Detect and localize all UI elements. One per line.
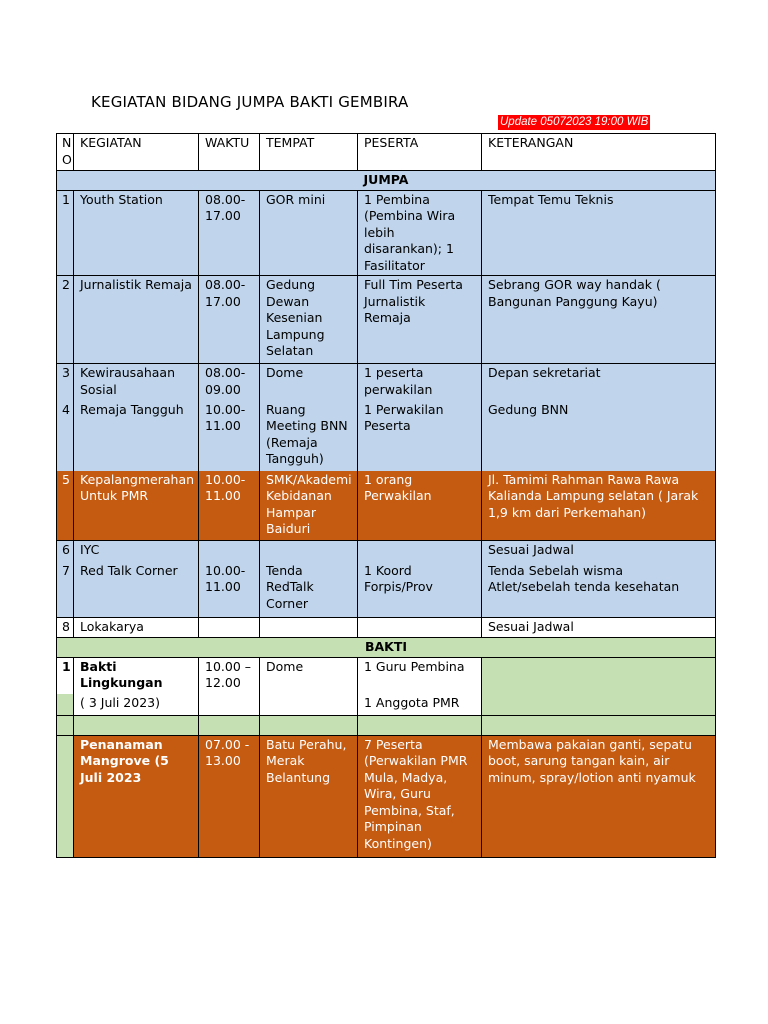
row-peserta bbox=[358, 541, 482, 562]
table-row bbox=[57, 190, 716, 276]
row-peserta: 1 peserta perwakilan bbox=[358, 364, 482, 401]
table-row bbox=[57, 364, 716, 401]
row-peserta: 1 Pembina (Pembina Wira lebih disarankan); 1 Fasilitator bbox=[358, 190, 482, 276]
row-keterangan: Gedung BNN bbox=[482, 401, 716, 471]
row-keterangan: Sesuai Jadwal bbox=[482, 618, 716, 638]
table-row bbox=[57, 276, 716, 364]
row-no bbox=[57, 694, 74, 715]
row-keterangan: Jl. Tamimi Rahman Rawa Rawa Kalianda Lampung selatan ( Jarak 1,9 km dari Perkemahan) bbox=[482, 471, 716, 541]
row-peserta: 1 Koord Forpis/Prov bbox=[358, 562, 482, 618]
row-keterangan bbox=[482, 657, 716, 694]
row-no: 2 bbox=[57, 276, 74, 364]
row-peserta: 1 Guru Pembina bbox=[358, 657, 482, 694]
row-peserta: 1 orang Perwakilan bbox=[358, 471, 482, 541]
row-no: 5 bbox=[57, 471, 74, 541]
row-waktu: 10.00- 11.00 bbox=[199, 471, 260, 541]
row-peserta: Full Tim Peserta Jurnalistik Remaja bbox=[358, 276, 482, 364]
row-no: 7 bbox=[57, 562, 74, 618]
table-row bbox=[57, 401, 716, 471]
row-waktu: 08.00- 09.00 bbox=[199, 364, 260, 401]
row-kegiatan: Red Talk Corner bbox=[74, 562, 199, 618]
row-waktu: 08.00- 17.00 bbox=[199, 190, 260, 276]
header-keterangan: KETERANGAN bbox=[482, 134, 716, 171]
row-no: 3 bbox=[57, 364, 74, 401]
schedule-table bbox=[56, 133, 716, 858]
row-waktu: 10.00 – 12.00 bbox=[199, 657, 260, 694]
row-kegiatan: ( 3 Juli 2023) bbox=[74, 694, 199, 715]
header-kegiatan: KEGIATAN bbox=[74, 134, 199, 171]
row-kegiatan: Youth Station bbox=[74, 190, 199, 276]
row-keterangan bbox=[482, 694, 716, 715]
table-row bbox=[57, 694, 716, 715]
row-no bbox=[57, 735, 74, 857]
row-tempat: Batu Perahu, Merak Belantung bbox=[260, 735, 358, 857]
table-row bbox=[57, 471, 716, 541]
header-tempat: TEMPAT bbox=[260, 134, 358, 171]
row-waktu: 10.00- 11.00 bbox=[199, 401, 260, 471]
header-waktu: WAKTU bbox=[199, 134, 260, 171]
row-kegiatan: IYC bbox=[74, 541, 199, 562]
row-tempat: Gedung Dewan Kesenian Lampung Selatan bbox=[260, 276, 358, 364]
row-kegiatan: Remaja Tangguh bbox=[74, 401, 199, 471]
row-kegiatan: Penanaman Mangrove (5 Juli 2023 bbox=[74, 735, 199, 857]
row-waktu bbox=[199, 694, 260, 715]
row-keterangan: Tenda Sebelah wisma Atlet/sebelah tenda kesehatan bbox=[482, 562, 716, 618]
row-tempat: Ruang Meeting BNN (Remaja Tangguh) bbox=[260, 401, 358, 471]
header-no: N O bbox=[57, 134, 74, 171]
row-waktu: 10.00- 11.00 bbox=[199, 562, 260, 618]
row-keterangan: Tempat Temu Teknis bbox=[482, 190, 716, 276]
row-tempat: Dome bbox=[260, 657, 358, 694]
row-tempat bbox=[260, 694, 358, 715]
row-peserta bbox=[358, 618, 482, 638]
section-title-jumpa: JUMPA bbox=[57, 171, 716, 191]
row-keterangan: Sebrang GOR way handak ( Bangunan Panggung Kayu) bbox=[482, 276, 716, 364]
row-kegiatan: Jurnalistik Remaja bbox=[74, 276, 199, 364]
row-no: 4 bbox=[57, 401, 74, 471]
row-kegiatan: Lokakarya bbox=[74, 618, 199, 638]
table-header-row bbox=[57, 134, 716, 171]
row-peserta: 1 Anggota PMR bbox=[358, 694, 482, 715]
row-no: 1 bbox=[57, 190, 74, 276]
row-waktu bbox=[199, 618, 260, 638]
table-row bbox=[57, 735, 716, 857]
row-tempat: SMK/Akademi Kebidanan Hampar Baiduri bbox=[260, 471, 358, 541]
section-title-bakti: BAKTI bbox=[57, 638, 716, 658]
row-kegiatan: Bakti Lingkungan bbox=[74, 657, 199, 694]
table-row-empty bbox=[57, 715, 716, 735]
row-no: 6 bbox=[57, 541, 74, 562]
header-peserta: PESERTA bbox=[358, 134, 482, 171]
row-peserta: 7 Peserta (Perwakilan PMR Mula, Madya, Wira, Guru Pembina, Staf, Pimpinan Kontingen) bbox=[358, 735, 482, 857]
row-keterangan: Sesuai Jadwal bbox=[482, 541, 716, 562]
row-kegiatan: Kewirausahaan Sosial bbox=[74, 364, 199, 401]
document-title: KEGIATAN BIDANG JUMPA BAKTI GEMBIRA bbox=[91, 93, 409, 111]
row-tempat: GOR mini bbox=[260, 190, 358, 276]
row-no: 1 bbox=[57, 657, 74, 694]
table-row bbox=[57, 618, 716, 638]
row-tempat bbox=[260, 618, 358, 638]
table-row bbox=[57, 541, 716, 562]
row-kegiatan: Kepalangmerahan Untuk PMR bbox=[74, 471, 199, 541]
table-row bbox=[57, 657, 716, 694]
row-keterangan: Membawa pakaian ganti, sepatu boot, sarung tangan kain, air minum, spray/lotion anti nyamuk bbox=[482, 735, 716, 857]
row-no: 8 bbox=[57, 618, 74, 638]
table-row bbox=[57, 562, 716, 618]
row-waktu: 07.00 - 13.00 bbox=[199, 735, 260, 857]
row-waktu: 08.00- 17.00 bbox=[199, 276, 260, 364]
section-jumpa bbox=[57, 171, 716, 191]
row-waktu bbox=[199, 541, 260, 562]
row-keterangan: Depan sekretariat bbox=[482, 364, 716, 401]
row-tempat: Dome bbox=[260, 364, 358, 401]
update-badge: Update 05072023 19:00 WIB bbox=[500, 116, 649, 128]
row-peserta: 1 Perwakilan Peserta bbox=[358, 401, 482, 471]
row-tempat bbox=[260, 541, 358, 562]
section-bakti bbox=[57, 638, 716, 658]
row-tempat: Tenda RedTalk Corner bbox=[260, 562, 358, 618]
